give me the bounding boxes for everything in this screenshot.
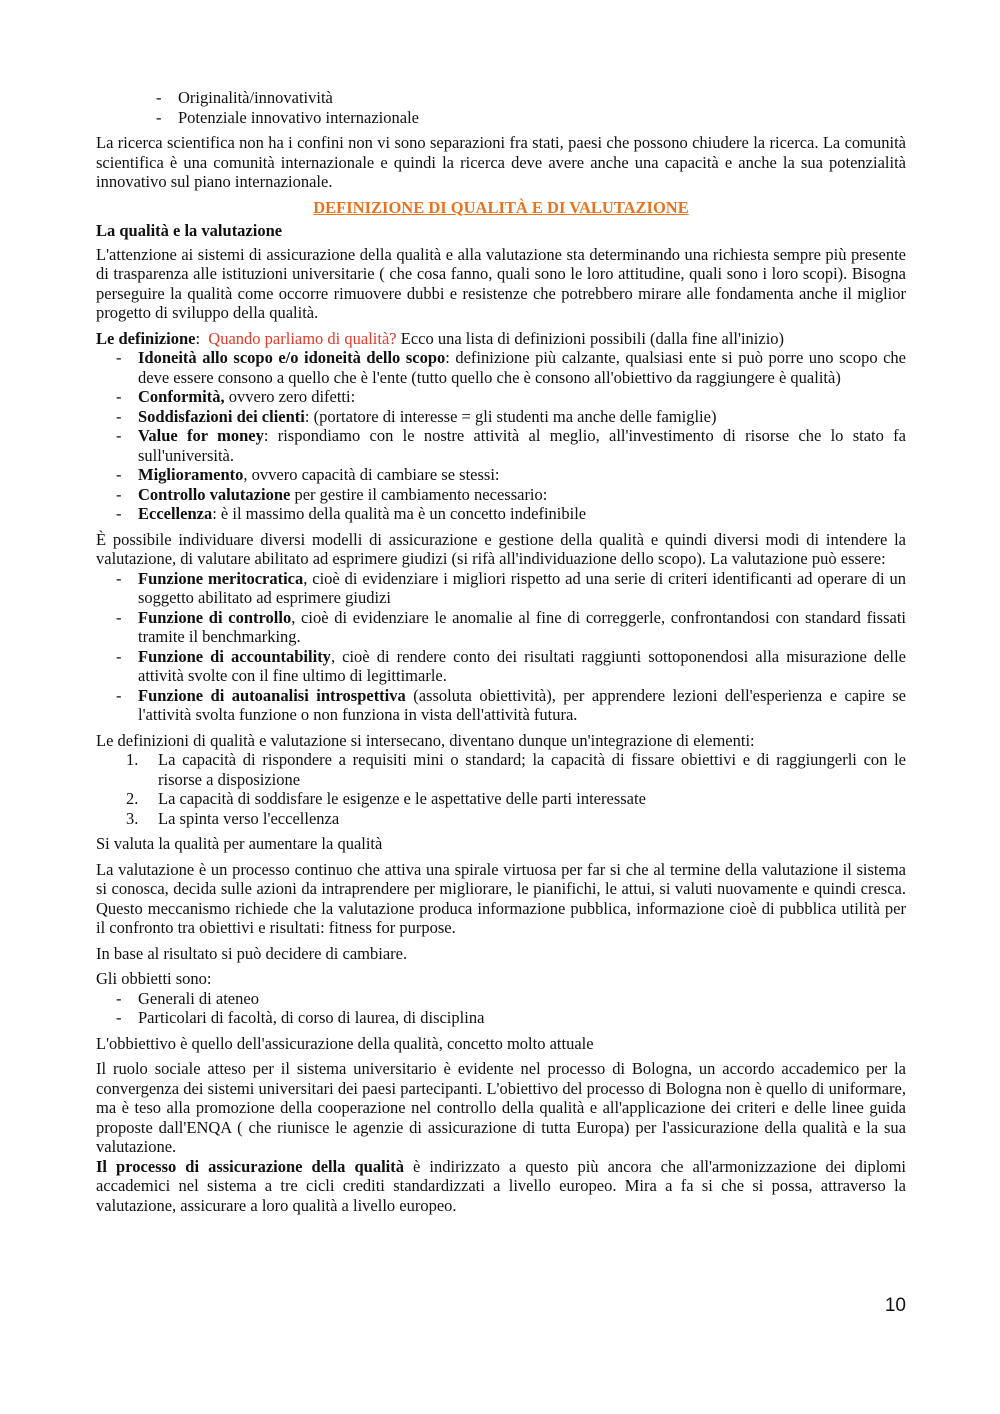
item-number: 3.: [126, 808, 139, 828]
list-item: [96, 750, 906, 789]
final-text: è indirizzato a questo più ancora che all'armonizzazione dei diplomi accademici nel sistema a tre cicli crediti standardizzati a livello europeo. Mira a fa si che si possa, attraverso la valutazione, assicurare a loro qualità a livello europeo.: [96, 1156, 906, 1215]
definitions-question: Quando parliamo di qualità?: [208, 328, 397, 348]
term: Funzione di autoanalisi introspettiva: [138, 685, 406, 705]
function-text: , cioè di evidenziare le anomalie al fine di correggerle, confrontandosi con standard fissati tramite il benchmarking.: [138, 607, 907, 646]
definition-text: ovvero zero difetti:: [224, 387, 356, 406]
item-number: 1.: [126, 750, 139, 769]
final-paragraph: [96, 1157, 906, 1216]
list-item: [96, 426, 906, 465]
definitions-list: [96, 348, 906, 524]
section-title: DEFINIZIONE DI QUALITÀ E DI VALUTAZIONE: [313, 197, 689, 217]
definition-text: : (portatore di interesse = gli studenti ma anche delle famiglie): [304, 406, 717, 426]
intro-paragraph: La ricerca scientifica non ha i confini non vi sono separazioni fra stati, paesi che possono chiudere la ricerca. La comunità scientifica è una comunità internazionale e quindi la ricerca deve avere anche una capacità e anche la sua potenzialità innovativo sul piano internazionale.: [96, 133, 906, 191]
bologna-paragraph: Il ruolo sociale atteso per il sistema universitario è evidente nel processo di Bologna, un accordo accademico per la convergenza dei sistemi universitari dei paesi partecipanti. L'obiettivo del processo di Bologna non è quello di uniformare, ma è teso alla promozione della cooperazione nel controllo della qualità e all'applicazione dei criteri e delle linee guida proposte dall'ENQA ( che riunisce le agenzie di assicurazione di tutta Europa) per l'assicurazione della qualità e la sua valutazione.: [96, 1059, 906, 1156]
term: Idoneità allo scopo e/o idoneità dello scopo: [138, 348, 446, 367]
definition-text: : definizione più calzante, qualsiasi ente si può porre uno scopo che deve essere consono a quello che è l'ente (tutto quello che è consono all'obiettivo da raggiungere è qualità): [138, 348, 906, 387]
attention-paragraph: L'attenzione ai sistemi di assicurazione della qualità e alla valutazione sta determinando una richiesta sempre più presente di trasparenza alle istituzioni universitarie ( che cosa fanno, quali sono le loro attitudine, quali sono i loro scopi). Bisogna perseguire la qualità come occorre rimuovere dubbi e resistenze che potrebbero mirare alle fondamenta anche il miglior progetto di sviluppo della qualità.: [96, 244, 906, 322]
term: Conformità,: [138, 387, 225, 406]
definition-text: per gestire il cambiamento necessario:: [290, 484, 548, 504]
definition-text: : rispondiamo con le nostre attività al meglio, all'investimento di risorse che lo stato fa sull'università.: [138, 426, 906, 465]
item-number: 2.: [126, 789, 139, 808]
list-item: [96, 809, 906, 829]
list-item: [96, 387, 906, 407]
list-item: [96, 348, 906, 387]
term: Funzione di controllo: [138, 607, 292, 627]
functions-list: [96, 569, 906, 725]
numbered-list: [96, 750, 906, 828]
function-text: , cioè di evidenziare i migliori rispetto ad una serie di criteri identificanti ad operare di un soggetto abilitato ad esprimere giudizi: [138, 568, 906, 607]
subheading: La qualità e la valutazione: [96, 221, 283, 240]
definition-text: , ovvero capacità di cambiare se stessi:: [243, 465, 500, 484]
final-bold: Il processo di assicurazione della qualità: [96, 1156, 404, 1176]
list-item: - Particolari di facoltà, di corso di laurea, di disciplina: [96, 1008, 906, 1028]
list-item: [96, 608, 906, 647]
list-item: [96, 485, 906, 505]
list-item: - Originalità/innovatività: [96, 88, 906, 108]
intersect-paragraph: Le definizioni di qualità e valutazione si intersecano, diventano dunque un'integrazione di elementi:: [96, 730, 755, 750]
objectives-intro: Gli obbietti sono:: [96, 969, 212, 988]
list-item: [96, 686, 906, 725]
evaluate-line: Si valuta la qualità per aumentare la qualità: [96, 834, 383, 853]
definitions-label: Le definizione: [96, 328, 196, 348]
models-paragraph: È possibile individuare diversi modelli di assicurazione e gestione della qualità e quindi diversi modi di intendere la valutazione, di valutare abilitato ad esprimere giudizi (si rifà all'individuazione dello scopo). La valutazione può essere:: [96, 529, 906, 568]
item-text: La capacità di soddisfare le esigenze e le aspettative delle parti interessate: [158, 789, 646, 808]
page-number: 10: [884, 1295, 906, 1316]
list-item: [96, 569, 906, 608]
result-line: In base al risultato si può decidere di cambiare.: [96, 943, 408, 963]
term: Funzione di accountability: [138, 646, 331, 666]
list-item: [96, 407, 906, 427]
function-text: , cioè di rendere conto dei risultati raggiunti sottoponendosi alla misurazione delle attività svolte con il fine ultimo di legittimarle.: [138, 646, 906, 685]
list-item: [96, 465, 906, 485]
item-text: La spinta verso l'eccellenza: [158, 808, 340, 828]
objective-line: L'obbiettivo è quello dell'assicurazione della qualità, concetto molto attuale: [96, 1033, 594, 1053]
term: Controllo valutazione: [138, 484, 291, 504]
document-page: [96, 88, 906, 1215]
list-item: - Potenziale innovativo internazionale: [96, 108, 906, 128]
definitions-colon: :: [195, 328, 201, 348]
definitions-rest: Ecco una lista di definizioni possibili (dalla fine all'inizio): [396, 328, 785, 348]
list-item: [96, 789, 906, 809]
list-item: [96, 647, 906, 686]
list-item: - Generali di ateneo: [96, 989, 906, 1009]
item-text: La capacità di rispondere a requisiti mini o standard; la capacità di fissare obiettivi e di raggiungerli con le risorse a disposizione: [158, 750, 906, 789]
term: Soddisfazioni dei clienti: [138, 406, 305, 426]
definition-text: : è il massimo della qualità ma è un concetto indefinibile: [212, 504, 587, 523]
term: Funzione meritocratica: [138, 568, 304, 588]
objectives-list: [96, 989, 906, 1028]
term: Value for money: [138, 426, 264, 445]
list-item: [96, 504, 906, 524]
function-text: (assoluta obiettività), per apprendere lezioni dell'esperienza e capire se l'attività svolta funzione o non funziona in vista dell'attività futura.: [138, 685, 906, 724]
definitions-intro: [96, 329, 906, 349]
term: Miglioramento: [138, 465, 244, 484]
top-list: [96, 88, 906, 127]
process-paragraph: La valutazione è un processo continuo che attiva una spirale virtuosa per far si che al termine della valutazione il sistema si conosca, decida sulle azioni da intraprendere per migliorare, le pianifichi, le attui, si valuti nuovamente e quindi cresca. Questo meccanismo richiede che la valutazione produca informazione pubblica, informazione cioè di pubblica utilità per il confronto tra obiettivi e risultati: fitness for purpose.: [96, 859, 906, 937]
term: Eccellenza: [138, 504, 213, 523]
